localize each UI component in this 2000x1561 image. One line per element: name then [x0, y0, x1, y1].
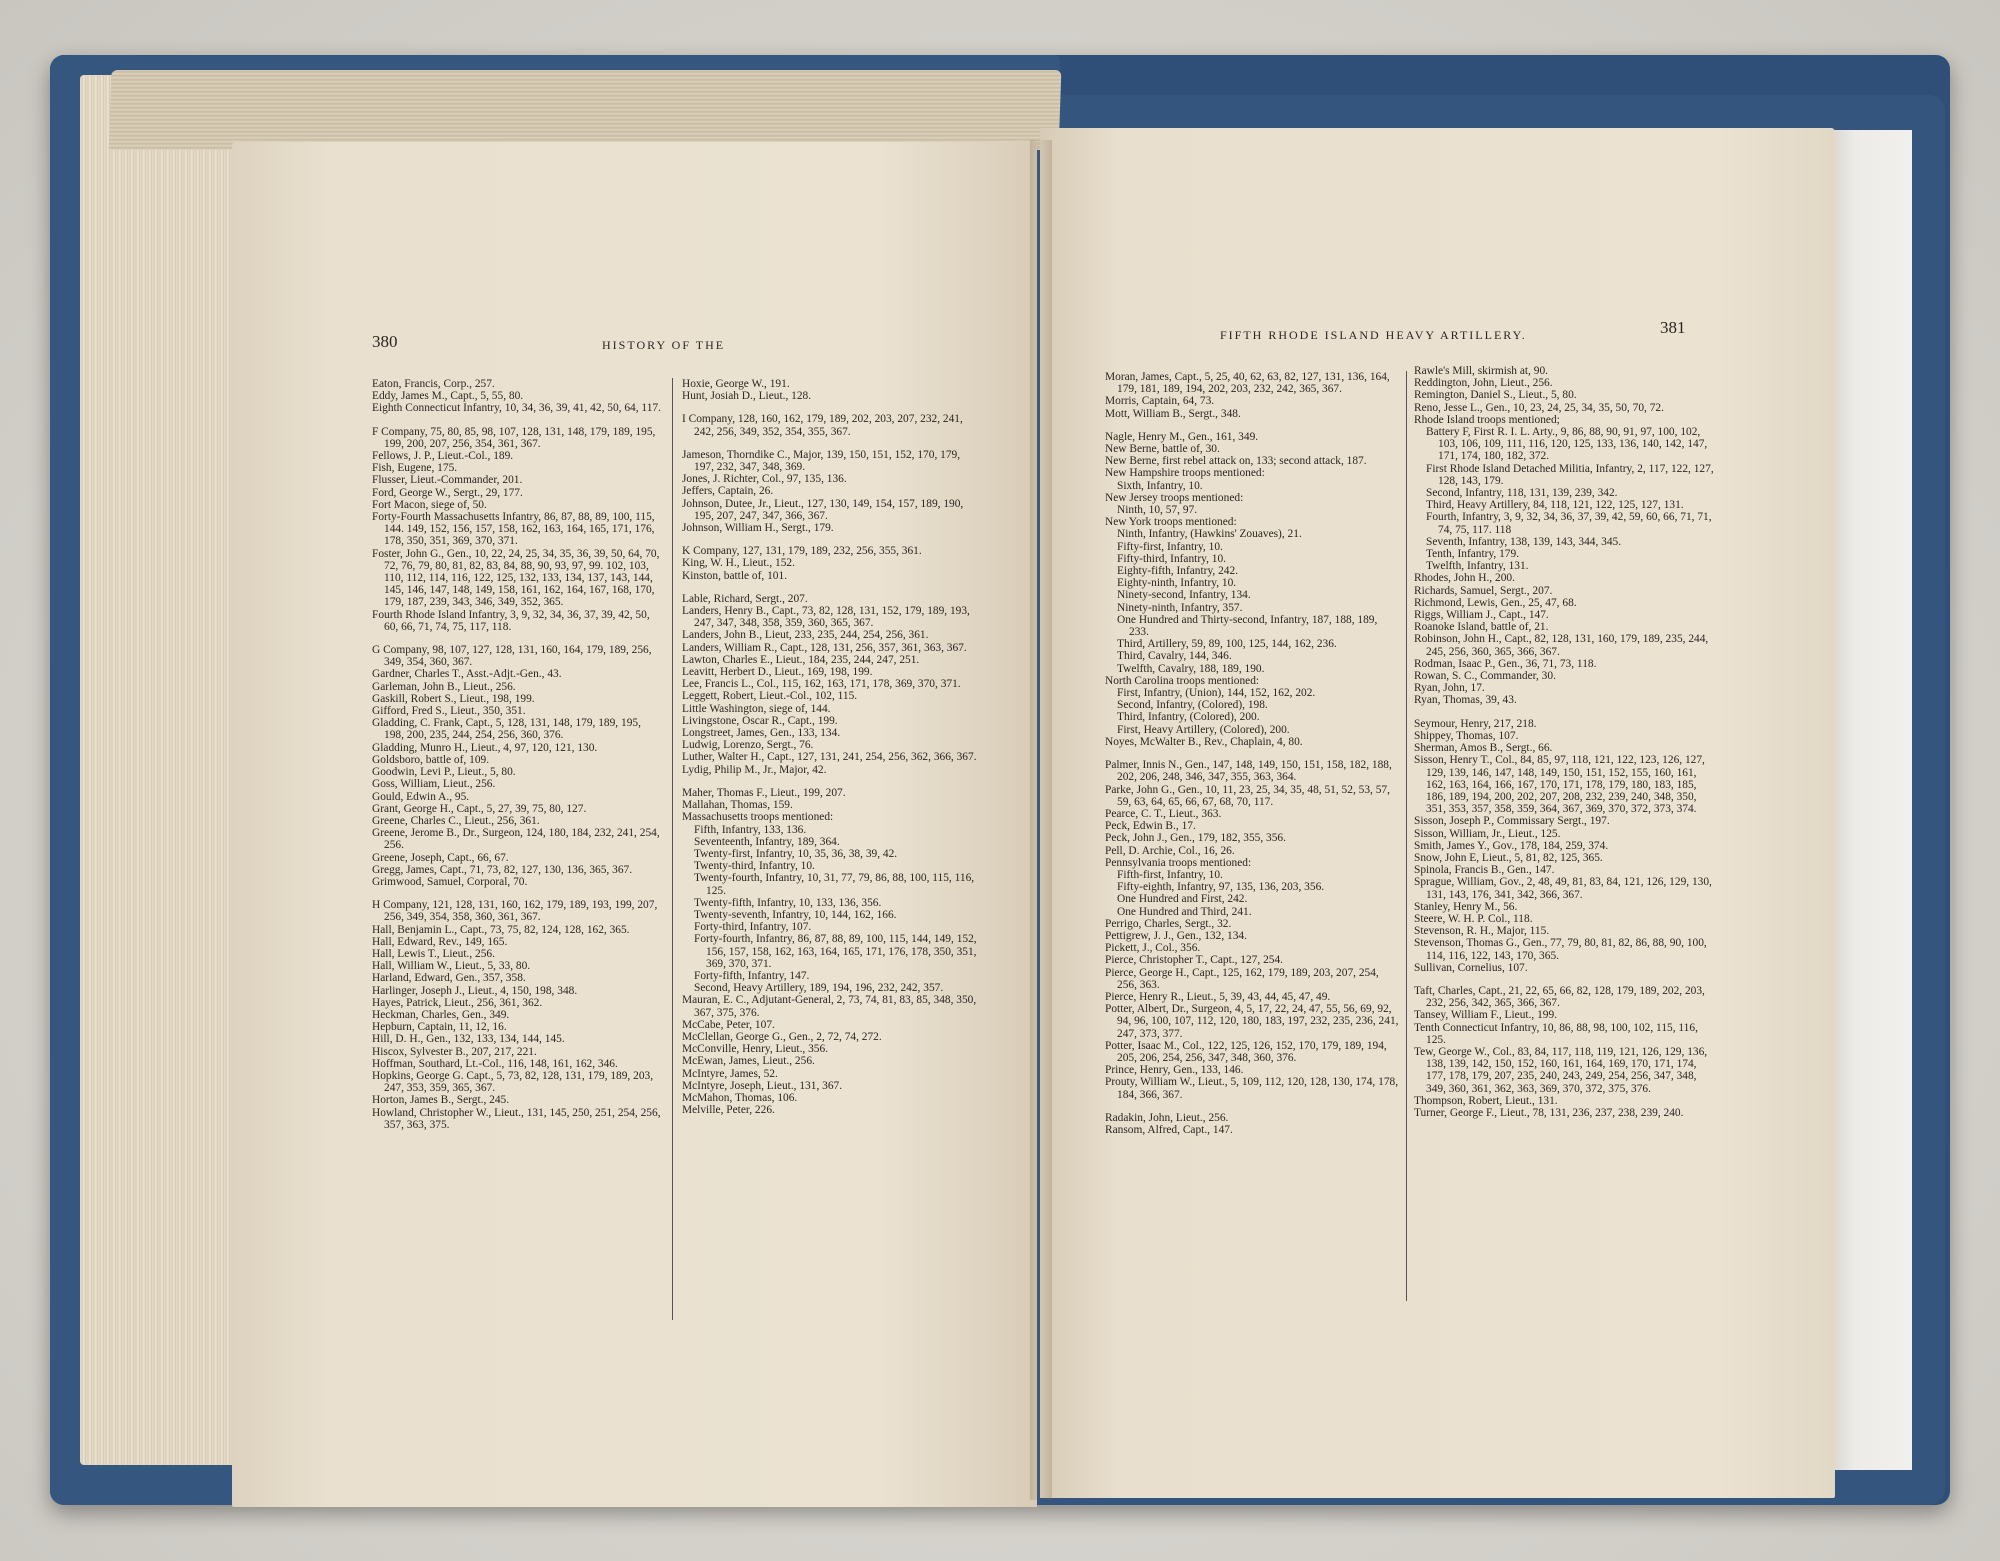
index-subentry: Third, Heavy Artillery, 84, 118, 121, 122, 125, 127, 131. [1426, 499, 1684, 512]
index-entry: New Berne, battle of, 30. [1105, 443, 1220, 456]
index-entry: Lydig, Philip M., Jr., Major, 42. [682, 763, 827, 776]
index-entry: Mallahan, Thomas, 159. [682, 799, 793, 812]
index-entry: Stevenson, Thomas G., Gen., 77, 79, 80, 81, 82, 86, 88, 90, 100, 114, 116, 122, 143, 170, 365. [1414, 937, 1707, 962]
index-entry: Pell, D. Archie, Col., 16, 26. [1105, 844, 1235, 857]
index-subentry: One Hundred and Third, 241. [1117, 905, 1252, 918]
index-entry: Pennsylvania troops mentioned: [1105, 856, 1252, 869]
index-subentry: Battery F, First R. I. L. Arty., 9, 86, 88, 90, 91, 97, 100, 102, 103, 106, 109, 111, 116, 120, 125, 133, 136, 140, 142, 147, 171, 174, 180, 182, 372. [1426, 426, 1708, 463]
index-entry: I Company, 128, 160, 162, 179, 189, 202, 203, 207, 232, 241, 242, 256, 349, 352, 354, 355, 367. [682, 413, 963, 438]
index-entry: McCabe, Peter, 107. [682, 1018, 775, 1031]
index-entry: Ford, George W., Sergt., 29, 177. [372, 486, 523, 499]
index-entry: Tew, George W., Col., 83, 84, 117, 118, 119, 121, 126, 129, 136, 138, 139, 142, 150, 152, 160, 161, 164, 169, 170, 171, 174, 177, 178, 179, 207, 235, 240, 243, 249, 254, 256, 347, 348, 349, 360, 361, 362, 363, 369, 370, 372, 375, 376. [1414, 1045, 1708, 1095]
index-entry: Goldsboro, battle of, 109. [372, 753, 490, 766]
index-entry: McMahon, Thomas, 106. [682, 1091, 798, 1104]
index-subentry: Ninth, Infantry, (Hawkins' Zouaves), 21. [1117, 528, 1302, 541]
entry-gap [682, 402, 982, 413]
index-entry: Seymour, Henry, 217, 218. [1414, 717, 1537, 730]
index-entry: Prince, Henry, Gen., 133, 146. [1105, 1064, 1244, 1077]
index-entry: Ryan, John, 17. [1414, 682, 1485, 695]
entry-gap [1105, 748, 1399, 759]
index-entry: Harlinger, Joseph J., Lieut., 4, 150, 198, 348. [372, 984, 578, 997]
index-entry: Reno, Jesse L., Gen., 10, 23, 24, 25, 34, 35, 50, 70, 72. [1414, 401, 1664, 414]
running-head: FIFTH RHODE ISLAND HEAVY ARTILLERY. [1220, 328, 1527, 342]
index-entry: Richards, Samuel, Sergt., 207. [1414, 584, 1553, 597]
index-entry: Grant, George H., Capt., 5, 27, 39, 75, 80, 127. [372, 802, 587, 815]
entry-gap [682, 438, 982, 449]
index-subentry: Twelfth, Cavalry, 188, 189, 190. [1117, 662, 1265, 675]
entry-gap [682, 776, 982, 787]
index-entry: Hunt, Josiah D., Lieut., 128. [682, 390, 812, 403]
index-entry: Sisson, William, Jr., Lieut., 125. [1414, 827, 1561, 840]
index-subentry: Eighty-ninth, Infantry, 10. [1117, 577, 1237, 590]
index-entry: Richmond, Lewis, Gen., 25, 47, 68. [1414, 596, 1577, 609]
index-column-2 [1414, 365, 1714, 1119]
index-entry: Potter, Isaac M., Col., 122, 125, 126, 152, 170, 179, 189, 194, 205, 206, 254, 256, 347, 348, 360, 376. [1105, 1039, 1387, 1064]
index-entry: Longstreet, James, Gen., 133, 134. [682, 727, 841, 740]
index-subentry: Twenty-first, Infantry, 10, 35, 36, 38, 39, 42. [694, 847, 898, 860]
index-entry: Gardner, Charles T., Asst.-Adjt.-Gen., 43. [372, 668, 562, 681]
index-entry: Luther, Walter H., Capt., 127, 131, 241, 254, 256, 362, 366, 367. [682, 751, 977, 764]
index-subentry: Fifth-first, Infantry, 10. [1117, 868, 1223, 881]
index-entry: Kinston, battle of, 101. [682, 569, 788, 582]
index-entry: Radakin, John, Lieut., 256. [1105, 1111, 1229, 1124]
index-subentry: Twenty-third, Infantry, 10. [694, 860, 815, 873]
index-entry: Snow, John E, Lieut., 5, 81, 82, 125, 365. [1414, 851, 1603, 864]
entry-gap [372, 415, 662, 426]
index-subentry: Third, Artillery, 59, 89, 100, 125, 144, 162, 236. [1117, 638, 1337, 651]
index-subentry: Forty-third, Infantry, 107. [694, 921, 812, 934]
index-entry: McIntyre, Joseph, Lieut., 131, 367. [682, 1079, 843, 1092]
index-entry: Palmer, Innis N., Gen., 147, 148, 149, 150, 151, 158, 182, 188, 202, 206, 248, 346, 347, 355, 363, 364. [1105, 759, 1392, 784]
index-entry: Fort Macon, siege of, 50. [372, 498, 487, 511]
index-entry: Jameson, Thorndike C., Major, 139, 150, 151, 152, 170, 179, 197, 232, 347, 348, 369. [682, 448, 961, 474]
running-head: HISTORY OF THE [602, 338, 726, 352]
index-subentry: First, Infantry, (Union), 144, 152, 162, 202. [1117, 687, 1316, 700]
index-subentry: Ninety-ninth, Infantry, 357. [1117, 601, 1243, 614]
index-subentry: Sixth, Infantry, 10. [1117, 479, 1203, 492]
index-entry: H Company, 121, 128, 131, 160, 162, 179, 189, 193, 199, 207, 256, 349, 354, 358, 360, 361, 367. [372, 899, 658, 924]
index-entry: Riggs, William J., Capt., 147. [1414, 609, 1549, 622]
entry-gap [1414, 707, 1714, 718]
index-entry: Greene, Jerome B., Dr., Surgeon, 124, 180, 184, 232, 241, 254, 256. [372, 827, 660, 852]
entry-gap [372, 888, 662, 899]
index-entry: Horton, James B., Sergt., 245. [372, 1094, 510, 1107]
index-entry: F Company, 75, 80, 85, 98, 107, 128, 131, 148, 179, 189, 195, 199, 200, 207, 256, 354, 361, 367. [372, 425, 656, 450]
index-entry: Forty-Fourth Massachusetts Infantry, 86, 87, 88, 89, 100, 115, 144. 149, 152, 156, 157, 158, 162, 163, 164, 165, 171, 176, 178, 350, 351, 369, 370, 371. [372, 511, 655, 548]
index-entry: Taft, Charles, Capt., 21, 22, 65, 66, 82, 128, 179, 189, 202, 203, 232, 256, 342, 365, 366, 367. [1414, 984, 1705, 1010]
entry-gap [682, 582, 982, 593]
index-entry: King, W. H., Lieut., 152. [682, 557, 795, 570]
index-entry: Foster, John G., Gen., 10, 22, 24, 25, 34, 35, 36, 39, 50, 64, 70, 72, 76, 79, 80, 81, 82, 83, 84, 88, 90, 93, 97, 99. 102, 103, 110, 112, 114, 116, 122, 125, 132, 133, 134, 137, 143, 144, 145, 146, 147, 148, 149, 158, 161, 162, 164, 167, 168, 170, 179, 187, 239, 343, 346, 349, 352, 365. [372, 547, 660, 609]
index-subentry: Forty-fifth, Infantry, 147. [694, 969, 810, 982]
index-entry: Rowan, S. C., Commander, 30. [1414, 670, 1556, 683]
index-subentry: One Hundred and First, 242. [1117, 893, 1248, 906]
index-entry: Maher, Thomas F., Lieut., 199, 207. [682, 786, 846, 799]
index-subentry: Seventh, Infantry, 138, 139, 143, 344, 345. [1426, 535, 1622, 548]
index-entry: Greene, Joseph, Capt., 66, 67. [372, 851, 509, 864]
index-entry: Jeffers, Captain, 26. [682, 485, 774, 498]
index-entry: Livingstone, Oscar R., Capt., 199. [682, 714, 838, 727]
index-entry: Thompson, Robert, Lieut., 131. [1414, 1094, 1558, 1107]
index-entry: Hepburn, Captain, 11, 12, 16. [372, 1021, 507, 1034]
index-entry: Pickett, J., Col., 356. [1105, 942, 1201, 955]
index-subentry: Tenth, Infantry, 179. [1426, 548, 1520, 561]
index-entry: Mauran, E. C., Adjutant-General, 2, 73, 74, 81, 83, 85, 348, 350, 367, 375, 376. [682, 994, 977, 1019]
index-entry: North Carolina troops mentioned: [1105, 674, 1260, 687]
index-entry: Fourth Rhode Island Infantry, 3, 9, 32, 34, 36, 37, 39, 42, 50, 60, 66, 71, 74, 75, 117, 118. [372, 608, 650, 633]
index-subentry: Twenty-fifth, Infantry, 10, 133, 136, 356. [694, 896, 882, 909]
index-entry: Shippey, Thomas, 107. [1414, 729, 1519, 742]
index-subentry: First, Heavy Artillery, (Colored), 200. [1117, 723, 1290, 736]
index-entry: Pierce, George H., Capt., 125, 162, 179, 189, 203, 207, 254, 256, 363. [1105, 966, 1379, 991]
index-entry: Leavitt, Herbert D., Lieut., 169, 198, 199. [682, 666, 873, 679]
entry-gap [1105, 420, 1399, 431]
index-entry: Hoffman, Southard, Lt.-Col., 116, 148, 161, 162, 346. [372, 1057, 618, 1070]
index-entry: Little Washington, siege of, 144. [682, 702, 831, 715]
index-entry: Leggett, Robert, Lieut.-Col., 102, 115. [682, 690, 858, 703]
index-entry: Sisson, Joseph P., Commissary Sergt., 197. [1414, 815, 1610, 828]
index-entry: McClellan, George G., Gen., 2, 72, 74, 272. [682, 1030, 882, 1043]
index-entry: Melville, Peter, 226. [682, 1104, 775, 1117]
index-entry: New Berne, first rebel attack on, 133; second attack, 187. [1105, 455, 1367, 468]
index-entry: Turner, George F., Lieut., 78, 131, 236, 237, 238, 239, 240. [1414, 1106, 1684, 1119]
index-entry: Landers, John B., Lieut, 233, 235, 244, 254, 256, 361. [682, 629, 929, 642]
index-entry: Rhodes, John H., 200. [1414, 572, 1515, 585]
index-entry: Pierce, Henry R., Lieut., 5, 39, 43, 44, 45, 47, 49. [1105, 990, 1331, 1003]
column-rule [672, 378, 673, 1320]
index-entry: Gladding, C. Frank, Capt., 5, 128, 131, 148, 179, 189, 195, 198, 200, 235, 244, 254, 256, 360, 376. [372, 717, 641, 742]
index-entry: Peck, John J., Gen., 179, 182, 355, 356. [1105, 832, 1286, 845]
index-entry: Stanley, Henry M., 56. [1414, 900, 1518, 913]
page-top-edge [109, 70, 1062, 150]
index-entry: Goss, William, Lieut., 256. [372, 778, 496, 791]
index-entry: Gregg, James, Capt., 71, 73, 82, 127, 130, 136, 365, 367. [372, 863, 633, 876]
index-entry: Pearce, C. T., Lieut., 363. [1105, 807, 1222, 820]
index-subentry: One Hundred and Thirty-second, Infantry, 187, 188, 189, 233. [1117, 613, 1378, 639]
index-entry: Reddington, John, Lieut., 256. [1414, 377, 1553, 390]
index-entry: Lee, Francis L., Col., 115, 162, 163, 171, 178, 369, 370, 371. [682, 678, 961, 691]
index-entry: Peck, Edwin B., 17. [1105, 820, 1196, 833]
index-entry: Potter, Albert, Dr., Surgeon, 4, 5, 17, 22, 24, 47, 55, 56, 69, 92, 94, 96, 100, 107, 112, 120, 180, 183, 197, 232, 235, 236, 241, 247, 373, 377. [1105, 1003, 1399, 1040]
index-entry: Fellows, J. P., Lieut.-Col., 189. [372, 450, 514, 463]
index-column-1 [372, 378, 662, 1131]
index-entry: Johnson, William H., Sergt., 179. [682, 522, 834, 535]
index-subentry: Fifth, Infantry, 133, 136. [694, 823, 807, 836]
index-column-2 [682, 378, 982, 1116]
index-subentry: Fifty-eighth, Infantry, 97, 135, 136, 203, 356. [1117, 881, 1325, 894]
index-subentry: First Rhode Island Detached Militia, Infantry, 2, 117, 122, 127, 128, 143, 179. [1426, 462, 1714, 487]
right-page [1040, 128, 1835, 1498]
index-entry: Gaskill, Robert S., Lieut., 198, 199. [372, 692, 535, 705]
index-entry: Remington, Daniel S., Lieut., 5, 80. [1414, 389, 1577, 402]
index-entry: Harland, Edward, Gen., 357, 358. [372, 972, 526, 985]
entry-gap [1414, 974, 1714, 985]
index-entry: Stevenson, R. H., Major, 115. [1414, 925, 1550, 938]
index-subentry: Ninth, 10, 57, 97. [1117, 504, 1198, 517]
index-entry: Fish, Eugene, 175. [372, 462, 458, 475]
index-entry: Eighth Connecticut Infantry, 10, 34, 36, 39, 41, 42, 50, 64, 117. [372, 402, 661, 415]
column-rule [1406, 371, 1407, 1301]
index-entry: Goodwin, Levi P., Lieut., 5, 80. [372, 766, 516, 779]
index-entry: Garleman, John B., Lieut., 256. [372, 680, 516, 693]
index-column-1 [1105, 371, 1399, 1136]
index-subentry: Eighty-fifth, Infantry, 242. [1117, 565, 1239, 578]
index-entry: Landers, Henry B., Capt., 73, 82, 128, 131, 152, 179, 189, 193, 247, 347, 348, 358, 359, 360, 365, 367. [682, 605, 970, 630]
index-entry: Roanoke Island, battle of, 21. [1414, 621, 1549, 634]
index-subentry: Twenty-seventh, Infantry, 10, 144, 162, 166. [694, 908, 897, 921]
index-subentry: Fourth, Infantry, 3, 9, 32, 34, 36, 37, 39, 42, 59, 60, 66, 71, 71, 74, 75, 117. 118 [1426, 511, 1712, 536]
index-subentry: Third, Infantry, (Colored), 200. [1117, 711, 1260, 724]
index-entry: Moran, James, Capt., 5, 25, 40, 62, 63, 82, 127, 131, 136, 164, 179, 181, 189, 194, 202, 203, 232, 242, 365, 367. [1105, 371, 1390, 396]
index-entry: Eddy, James M., Capt., 5, 55, 80. [372, 390, 524, 403]
index-entry: Noyes, McWalter B., Rev., Chaplain, 4, 80. [1105, 735, 1303, 748]
index-entry: Robinson, John H., Capt., 82, 128, 131, 160, 179, 189, 235, 244, 245, 256, 360, 365, 366, 367. [1414, 633, 1709, 658]
index-subentry: Twelfth, Infantry, 131. [1426, 560, 1529, 573]
index-entry: McEwan, James, Lieut., 256. [682, 1055, 815, 1068]
index-entry: Johnson, Dutee, Jr., Lieut., 127, 130, 149, 154, 157, 189, 190, 195, 207, 247, 347, 366, 367. [682, 497, 964, 522]
index-entry: Steere, W. H. P. Col., 118. [1414, 912, 1533, 925]
index-subentry: Second, Infantry, 118, 131, 139, 239, 342. [1426, 487, 1618, 500]
index-subentry: Third, Cavalry, 144, 346. [1117, 650, 1232, 663]
index-entry: Nagle, Henry M., Gen., 161, 349. [1105, 430, 1259, 443]
index-subentry: Second, Heavy Artillery, 189, 194, 196, 232, 242, 357. [694, 982, 944, 995]
index-entry: Gifford, Fred S., Lieut., 350, 351. [372, 705, 526, 718]
index-entry: Parke, John G., Gen., 10, 11, 23, 25, 34, 35, 48, 51, 52, 53, 57, 59, 63, 64, 65, 66, 67, 68, 70, 117. [1105, 783, 1390, 808]
index-entry: Hayes, Patrick, Lieut., 256, 361, 362. [372, 996, 543, 1009]
index-entry: Hall, William W., Lieut., 5, 33, 80. [372, 960, 531, 973]
index-entry: Smith, James Y., Gov., 178, 184, 259, 374. [1414, 839, 1609, 852]
index-entry: Hoxie, George W., 191. [682, 378, 790, 390]
index-entry: Morris, Captain, 64, 73. [1105, 395, 1215, 408]
index-subentry: Seventeenth, Infantry, 189, 364. [694, 835, 840, 848]
index-entry: Ransom, Alfred, Capt., 147. [1105, 1123, 1233, 1136]
entry-gap [682, 534, 982, 545]
index-entry: Hiscox, Sylvester B., 207, 217, 221. [372, 1045, 537, 1058]
index-entry: G Company, 98, 107, 127, 128, 131, 160, 164, 179, 189, 256, 349, 354, 360, 367. [372, 644, 652, 669]
page-number: 381 [1660, 318, 1686, 337]
index-entry: New Jersey troops mentioned: [1105, 491, 1244, 504]
index-subentry: Ninety-second, Infantry, 134. [1117, 589, 1251, 602]
index-subentry: Twenty-fourth, Infantry, 10, 31, 77, 79, 86, 88, 100, 115, 116, 125. [694, 872, 975, 897]
index-entry: Hall, Lewis T., Lieut., 256. [372, 947, 495, 960]
index-entry: New York troops mentioned: [1105, 516, 1237, 529]
index-entry: Rhode Island troops mentioned; [1414, 413, 1560, 426]
left-page [232, 142, 1037, 1507]
index-entry: Gladding, Munro H., Lieut., 4, 97, 120, 121, 130. [372, 741, 598, 754]
index-entry: Landers, William R., Capt., 128, 131, 256, 357, 361, 363, 367. [682, 641, 967, 654]
index-entry: Sherman, Amos B., Sergt., 66. [1414, 742, 1553, 755]
index-entry: Hopkins, George G. Capt., 5, 73, 82, 128, 131, 179, 189, 203, 247, 353, 359, 365, 367. [372, 1069, 654, 1095]
index-entry: Hall, Edward, Rev., 149, 165. [372, 935, 508, 948]
index-entry: McIntyre, James, 52. [682, 1067, 778, 1080]
index-entry: Hill, D. H., Gen., 132, 133, 134, 144, 145. [372, 1033, 565, 1046]
index-entry: Greene, Charles C., Lieut., 256, 361. [372, 814, 540, 827]
index-entry: Lawton, Charles E., Lieut., 184, 235, 244, 247, 251. [682, 653, 920, 666]
index-entry: Massachusetts troops mentioned: [682, 811, 834, 824]
page-number: 380 [372, 332, 398, 351]
index-subentry: Fifty-third, Infantry, 10. [1117, 552, 1227, 565]
index-entry: Sullivan, Cornelius, 107. [1414, 961, 1528, 974]
index-entry: Eaton, Francis, Corp., 257. [372, 378, 495, 390]
index-entry: Ludwig, Lorenzo, Sergt., 76. [682, 739, 814, 752]
index-entry: New Hampshire troops mentioned: [1105, 467, 1265, 480]
page-edge-stack [80, 75, 255, 1465]
index-entry: Pierce, Christopher T., Capt., 127, 254. [1105, 954, 1284, 967]
index-entry: Lable, Richard, Sergt., 207. [682, 592, 808, 605]
index-entry: Howland, Christopher W., Lieut., 131, 145, 250, 251, 254, 256, 357, 363, 375. [372, 1106, 661, 1131]
index-entry: K Company, 127, 131, 179, 189, 232, 256, 355, 361. [682, 545, 922, 558]
index-entry: Perrigo, Charles, Sergt., 32. [1105, 917, 1232, 930]
index-entry: Flusser, Lieut.-Commander, 201. [372, 474, 523, 487]
entry-gap [372, 633, 662, 644]
endpaper-flap [1830, 130, 1912, 1470]
index-entry: Gould, Edwin A., 95. [372, 790, 470, 803]
index-entry: Spinola, Francis B., Gen., 147. [1414, 864, 1555, 877]
index-subentry: Second, Infantry, (Colored), 198. [1117, 699, 1268, 712]
index-entry: Rodman, Isaac P., Gen., 36, 71, 73, 118. [1414, 657, 1597, 670]
index-entry: Hall, Benjamin L., Capt., 73, 75, 82, 124, 128, 162, 365. [372, 923, 630, 936]
index-subentry: Forty-fourth, Infantry, 86, 87, 88, 89, 100, 115, 144, 149, 152, 156, 157, 158, 162, 163, 164, 165, 171, 176, 178, 350, 351, 369, 370, 371. [694, 933, 977, 970]
index-entry: Sprague, William, Gov., 2, 48, 49, 81, 83, 84, 121, 126, 129, 130, 131, 143, 176, 341, 342, 366, 367. [1414, 876, 1712, 901]
index-entry: Mott, William B., Sergt., 348. [1105, 407, 1241, 420]
index-entry: Grimwood, Samuel, Corporal, 70. [372, 875, 528, 888]
index-entry: Tansey, William F., Lieut., 199. [1414, 1009, 1558, 1022]
book-gutter [1030, 140, 1052, 1500]
entry-gap [1105, 1101, 1399, 1112]
index-entry: Sisson, Henry T., Col., 84, 85, 97, 118, 121, 122, 123, 126, 127, 129, 139, 146, 147, 148, 149, 150, 151, 152, 155, 160, 161, 162, 163, 164, 166, 167, 170, 171, 178, 179, 180, 183, 185, 186, 189, 194, 200, 202, 207, 208, 232, 239, 240, 348, 350, 351, 353, 357, 358, 359, 364, 367, 369, 370, 372, 373, 374. [1414, 754, 1705, 816]
index-entry: Jones, J. Richter, Col., 97, 135, 136. [682, 473, 847, 486]
index-subentry: Fifty-first, Infantry, 10. [1117, 540, 1223, 553]
index-entry: Prouty, William W., Lieut., 5, 109, 112, 120, 128, 130, 174, 178, 184, 366, 367. [1105, 1076, 1399, 1101]
index-entry: Pettigrew, J. J., Gen., 132, 134. [1105, 929, 1247, 942]
index-entry: Ryan, Thomas, 39, 43. [1414, 694, 1517, 707]
index-entry: Rawle's Mill, skirmish at, 90. [1414, 365, 1548, 377]
index-entry: McConville, Henry, Lieut., 356. [682, 1043, 829, 1056]
index-entry: Tenth Connecticut Infantry, 10, 86, 88, 98, 100, 102, 115, 116, 125. [1414, 1021, 1698, 1046]
index-entry: Heckman, Charles, Gen., 349. [372, 1008, 510, 1021]
